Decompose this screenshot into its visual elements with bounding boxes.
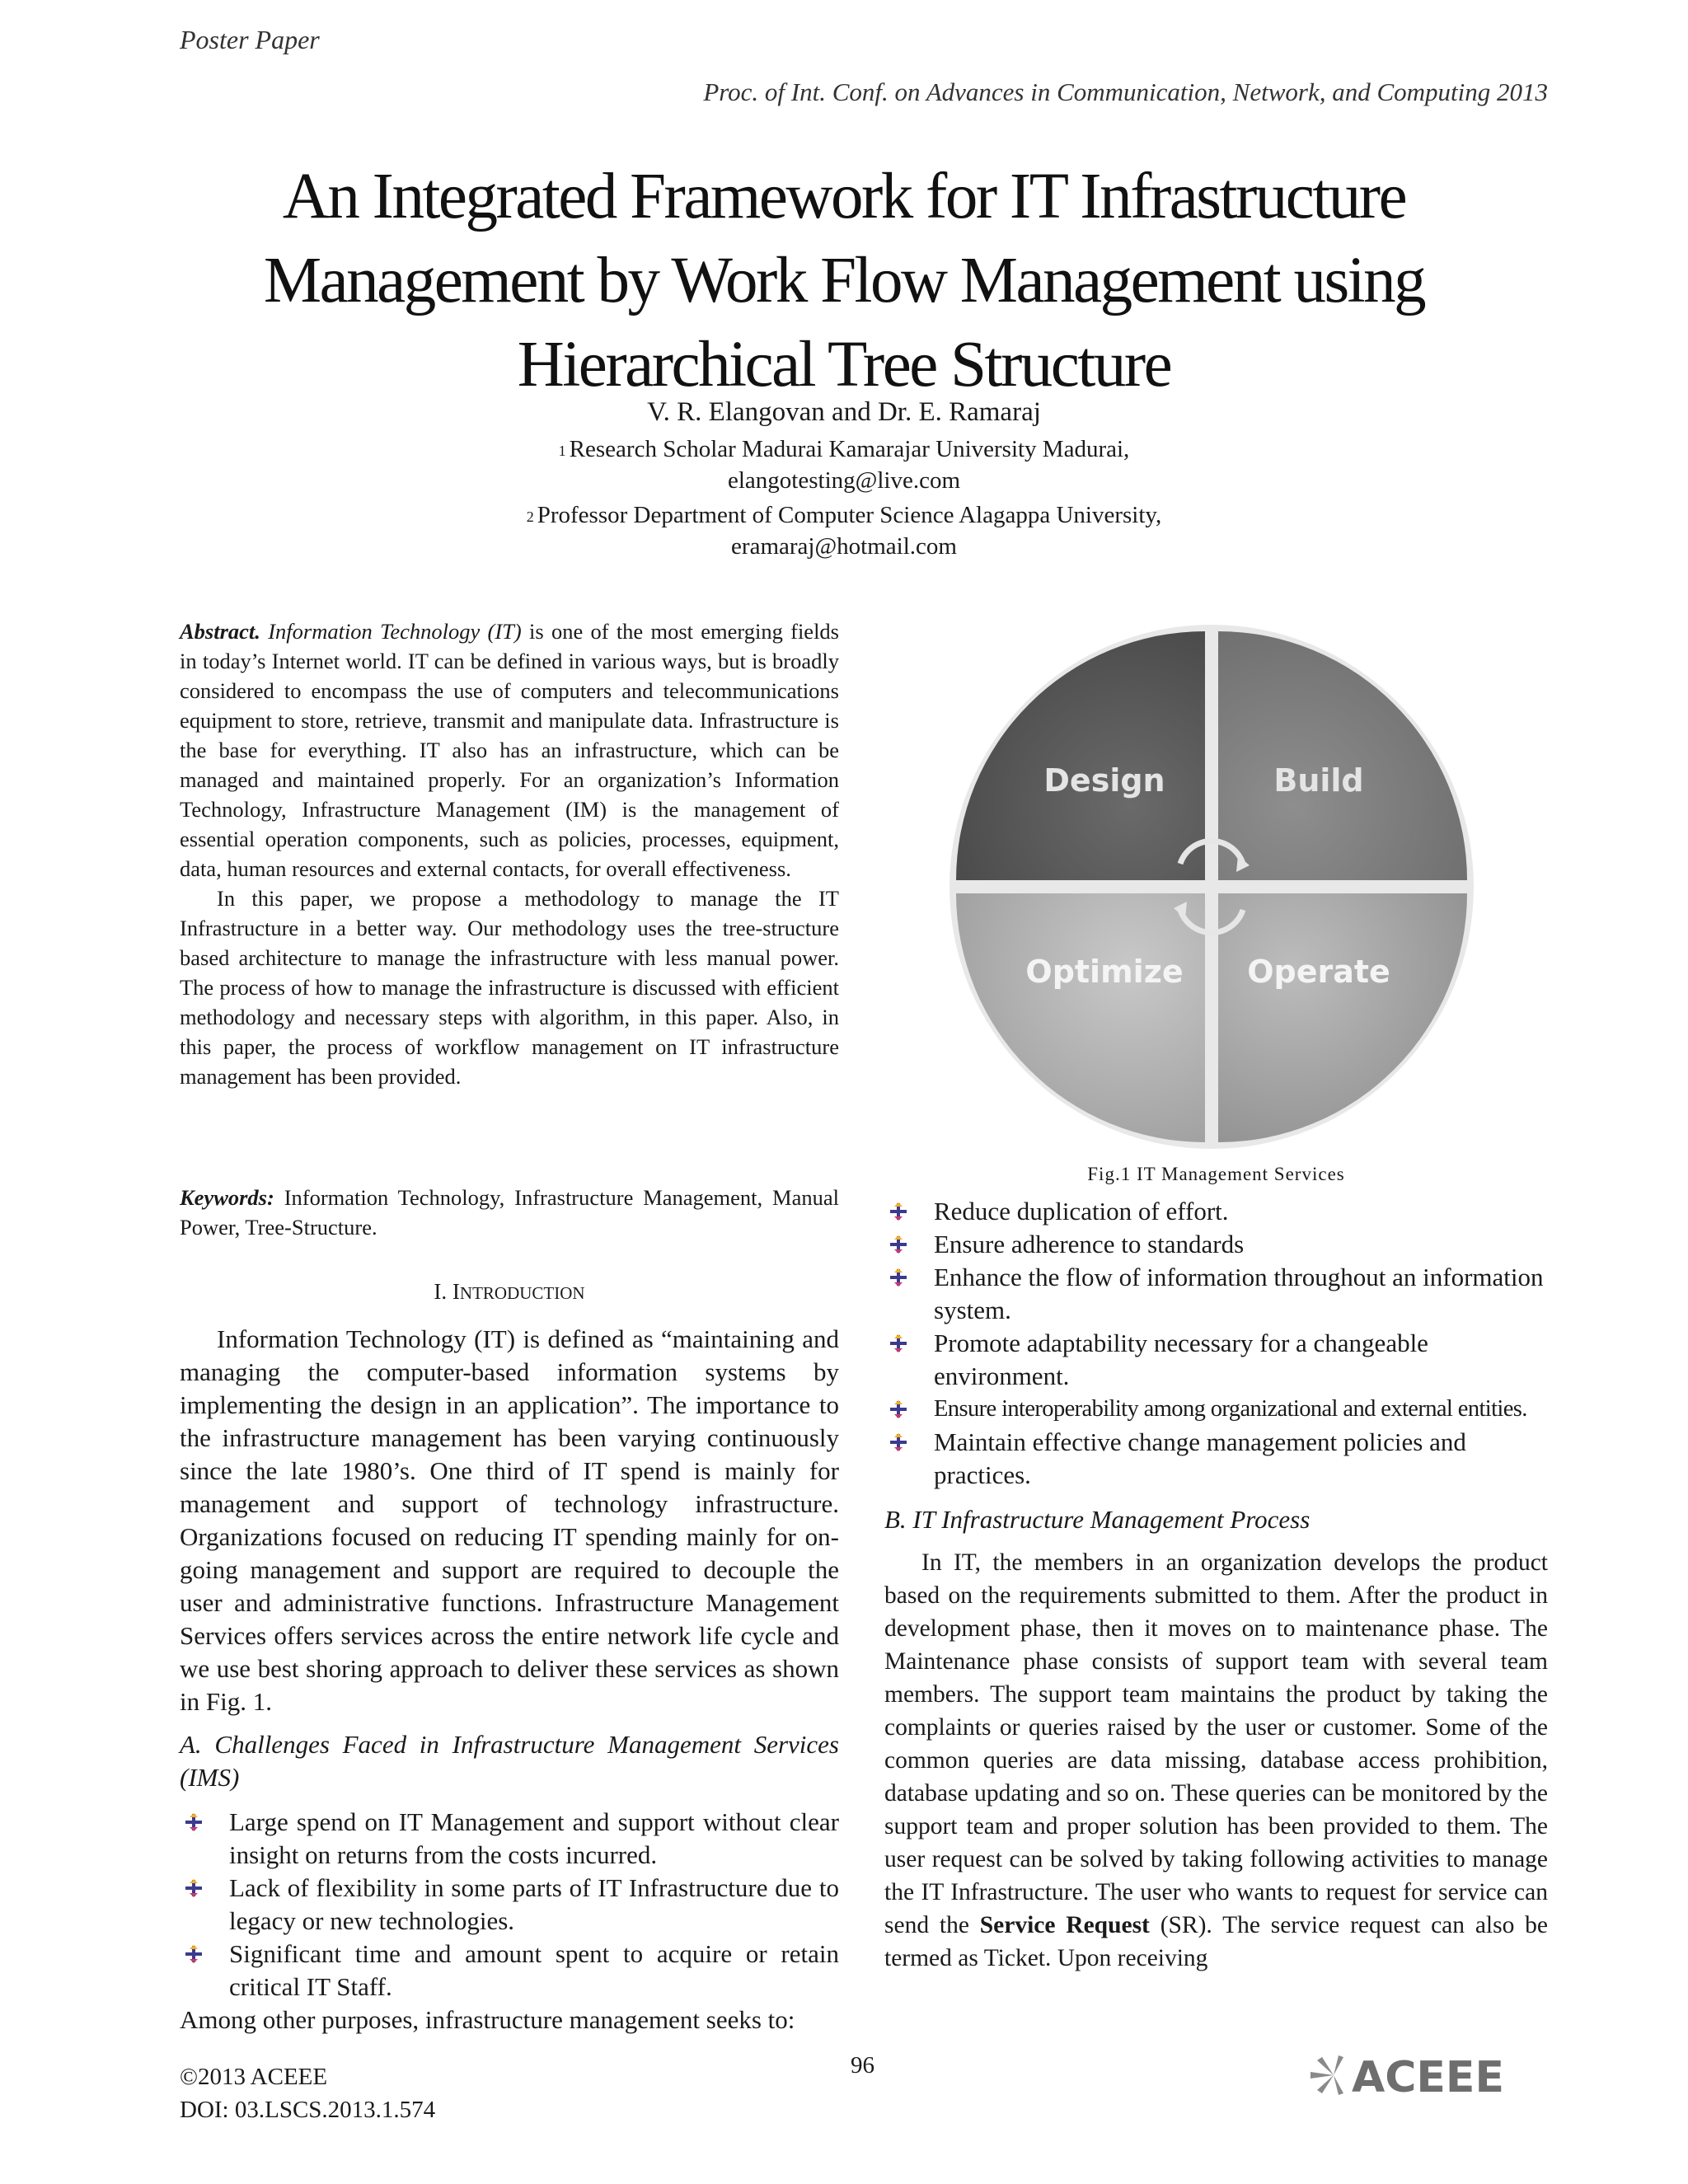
logo-text: ACEEE bbox=[1352, 2053, 1504, 2100]
quadrant-label-operate: Operate bbox=[1247, 954, 1390, 990]
authors: V. R. Elangovan and Dr. E. Ramaraj bbox=[647, 397, 1041, 427]
list-item bbox=[884, 1228, 1548, 1261]
keywords-text: Information Technology, Infrastructure Management, Manual Power, Tree-Structure. bbox=[180, 1185, 839, 1240]
paper-title bbox=[0, 155, 1688, 407]
list-item bbox=[180, 1872, 839, 1938]
goals-list bbox=[884, 1195, 1548, 1492]
list-item bbox=[884, 1426, 1548, 1492]
proceedings-line: Proc. of Int. Conf. on Advances in Communication, Network, and Computing 2013 bbox=[703, 77, 1548, 106]
challenge-text: Large spend on IT Management and support without clear insight on returns from the costs incurred. bbox=[229, 1807, 839, 1869]
bullet-arrow-icon bbox=[889, 1433, 907, 1451]
quadrant-design bbox=[956, 631, 1205, 880]
title-line: An Integrated Framework for IT Infrastructure bbox=[282, 161, 1406, 232]
title-line: Hierarchical Tree Structure bbox=[517, 329, 1171, 401]
bullet-arrow-icon bbox=[889, 1268, 907, 1286]
abstract bbox=[180, 616, 839, 1091]
figure-caption: Fig.1 IT Management Services bbox=[1087, 1164, 1345, 1184]
aceee-logo-mark-icon bbox=[1311, 2050, 1550, 2100]
list-item bbox=[884, 1393, 1548, 1426]
quadrant-operate bbox=[1218, 893, 1467, 1142]
subsection-a-heading: A. Challenges Faced in Infrastructure Management Services (IMS) bbox=[180, 1730, 839, 1792]
seeks-sentence: Among other purposes, infrastructure management seeks to: bbox=[180, 2005, 795, 2034]
doi-text: DOI: 03.LSCS.2013.1.574 bbox=[180, 2097, 436, 2123]
bullet-arrow-icon bbox=[185, 1945, 203, 1963]
bullet-arrow-icon bbox=[889, 1400, 907, 1418]
goal-text: Enhance the flow of information throughout an information system. bbox=[934, 1263, 1544, 1324]
list-item bbox=[884, 1261, 1548, 1327]
list-item bbox=[884, 1327, 1548, 1393]
goal-text: Maintain effective change management policies and practices. bbox=[934, 1427, 1466, 1489]
service-request-term: Service Request bbox=[979, 1912, 1150, 1938]
bullet-arrow-icon bbox=[185, 1813, 203, 1831]
abstract-it-term: Information Technology (IT) bbox=[268, 619, 522, 644]
affiliation-email: elangotesting@live.com bbox=[728, 467, 960, 494]
section-b-body bbox=[884, 1546, 1548, 1975]
affiliation-sup: 1 bbox=[558, 443, 566, 459]
affiliation-1 bbox=[0, 434, 1688, 496]
quadrant-build bbox=[1218, 631, 1467, 880]
abstract-paragraph-1: is one of the most emerging fields in today’s Internet world. IT can be defined in various ways, but is broadly considered to encompass the use of computers and telecommunications equipment to store, retrieve, transmit and manipulate data. Infrastructure is the base for everything. IT also has an infrastructure, which can be managed and maintained properly. For an organization’s Information Technology, Infrastructure Management (IM) is the management of essential operation components, such as policies, processes, equipment, data, human resources and external contacts, for overall effectiveness. bbox=[180, 619, 839, 881]
goal-text: Ensure interoperability among organizational and external entities. bbox=[934, 1396, 1527, 1422]
goal-text: Promote adaptability necessary for a changeable environment. bbox=[934, 1329, 1428, 1390]
bullet-arrow-icon bbox=[889, 1334, 907, 1352]
page-number: 96 bbox=[851, 2052, 874, 2079]
challenge-text: Lack of flexibility in some parts of IT Infrastructure due to legacy or new technologies. bbox=[229, 1873, 839, 1935]
keywords-label: Keywords: bbox=[180, 1185, 274, 1210]
list-item bbox=[884, 1195, 1548, 1228]
title-line: Management by Work Flow Management using bbox=[263, 245, 1425, 316]
section-b-text-cont: (SR). The service request can also be termed as Ticket. Upon receiving bbox=[884, 1912, 1548, 1971]
list-item bbox=[180, 1938, 839, 2004]
poster-paper-label: Poster Paper bbox=[180, 25, 320, 54]
subsection-b-heading: B. IT Infrastructure Management Process bbox=[884, 1505, 1311, 1534]
quadrant-label-optimize: Optimize bbox=[1025, 954, 1184, 990]
quadrant-optimize bbox=[956, 893, 1205, 1142]
copyright-text: ©2013 ACEEE bbox=[180, 2064, 328, 2090]
bullet-arrow-icon bbox=[889, 1235, 907, 1254]
section-numeral: I. I bbox=[434, 1279, 460, 1304]
quadrant-label-build: Build bbox=[1273, 762, 1364, 799]
quadrant-label-design: Design bbox=[1043, 762, 1165, 799]
section-heading-smallcaps: NTRODUCTION bbox=[459, 1283, 585, 1303]
affiliation-text: Research Scholar Madurai Kamarajar University Madurai, bbox=[569, 436, 1130, 462]
affiliation-2 bbox=[0, 499, 1688, 562]
right-column-body bbox=[884, 1195, 1548, 1975]
challenge-text: Significant time and amount spent to acquire or retain critical IT Staff. bbox=[229, 1939, 839, 2001]
section-heading-introduction bbox=[180, 1279, 839, 1305]
goal-text: Ensure adherence to standards bbox=[934, 1230, 1245, 1258]
introduction-body bbox=[180, 1323, 839, 2036]
section-b-text: In IT, the members in an organization develops the product based on the requirements submitted to them. After the product in development phase, then it moves on to maintenance phase. The Maintenance phase consists of support team with several team members. The support team maintains the product by taking the complaints or queries raised by the user or customer. Some of the common queries are data missing, database access prohibition, database updating and so on. These queries can be monitored by the support team and proper solution has been provided to them. The user request can be solved by taking following activities to manage the IT Infrastructure. The user who wants to request for service can send the bbox=[884, 1549, 1548, 1938]
bullet-arrow-icon bbox=[185, 1879, 203, 1897]
abstract-paragraph-2: In this paper, we propose a methodology to manage the IT Infrastructure in a better way. Our methodology uses the tree-structure based architecture to manage the infrastructure with less manual power. The process of how to manage the infrastructure is discussed with efficient methodology and necessary steps with algorithm, in this paper. Also, in this paper, the process of workflow management on IT infrastructure management has been provided. bbox=[180, 886, 839, 1089]
challenges-list bbox=[180, 1806, 839, 2004]
aceee-logo bbox=[1311, 2050, 1550, 2100]
affiliation-sup: 2 bbox=[526, 509, 534, 525]
goal-text: Reduce duplication of effort. bbox=[934, 1197, 1229, 1226]
footer-copyright bbox=[180, 2060, 435, 2126]
keywords bbox=[180, 1183, 839, 1242]
affiliation-text: Professor Department of Computer Science Alagappa University, bbox=[537, 502, 1162, 528]
list-item bbox=[180, 1806, 839, 1872]
abstract-label: Abstract. bbox=[180, 619, 260, 644]
bullet-arrow-icon bbox=[889, 1202, 907, 1221]
it-management-services-figure bbox=[940, 615, 1484, 1159]
affiliation-email: eramaraj@hotmail.com bbox=[731, 533, 957, 560]
intro-paragraph: Information Technology (IT) is defined as “maintaining and managing the computer-based information systems by implementing the design in an application”. The importance to the infrastructure management has been varying continuously since the late 1980’s. One third of IT spend is mainly for management and support of technology infrastructure. Organizations focused on reducing IT spending mainly for on-going management and support are required to decouple the user and administrative functions. Infrastructure Management Services offers services across the entire network life cycle and we use best shoring approach to deliver these services as shown in Fig. 1. bbox=[180, 1324, 839, 1716]
